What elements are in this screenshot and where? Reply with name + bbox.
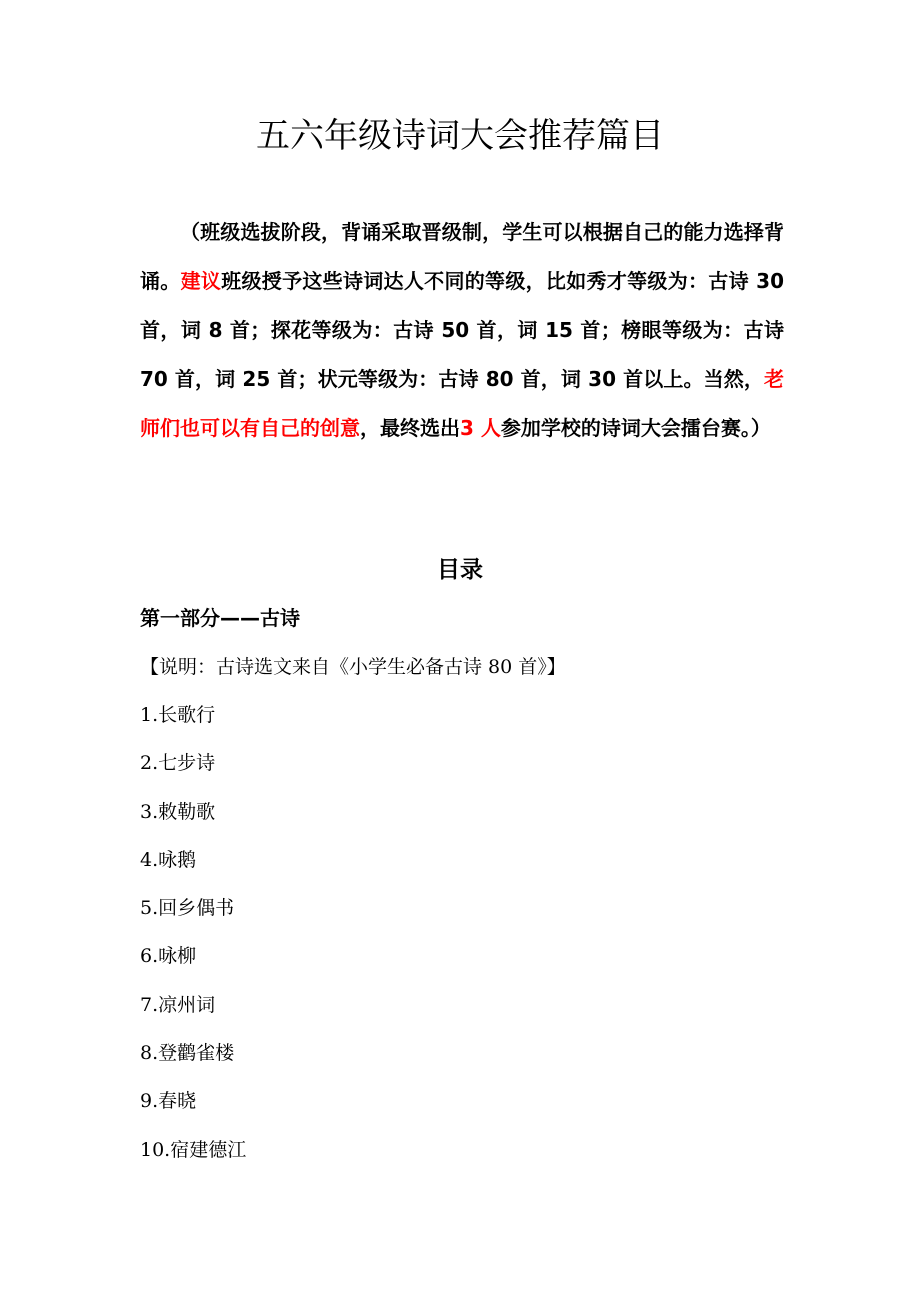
intro-text-2: 班级授予这些诗词达人不同的等级，比如秀才等级为：古诗 30 首，词 8 首；探花等级为：古诗 50 首，词 15 首；榜眼等级为：古诗 70 首，词 25 首；状元等级为：古诗 80 首，词 30 首以上。当然， xyxy=(140,269,784,391)
list-item: 1.长歌行 xyxy=(140,704,216,726)
intro-text-3: ，最终选出 xyxy=(360,416,460,440)
list-item: 5.回乡偶书 xyxy=(140,897,235,920)
intro-highlight-creativity: 老师们也可以有自己的创意 xyxy=(140,367,784,440)
list-item: 3.敕勒歌 xyxy=(140,800,216,823)
intro-text-4: 参加学校的诗词大会擂台赛。） xyxy=(500,416,771,440)
part-heading: 第一部分——古诗 xyxy=(140,606,300,630)
intro-paragraph xyxy=(140,208,784,453)
list-item: 4.咏鹅 xyxy=(140,848,197,871)
intro-text-1: （班级选拔阶段，背诵采取晋级制，学生可以根据自己的能力选择背诵。 xyxy=(140,220,784,293)
list-item: 7.凉州词 xyxy=(140,993,216,1016)
list-item: 2.七步诗 xyxy=(140,752,216,775)
document-title: 五六年级诗词大会推荐篇目 xyxy=(256,116,664,156)
source-note: 【说明：古诗选文来自《小学生必备古诗 80 首》】 xyxy=(140,656,566,678)
list-item: 10.宿建德江 xyxy=(140,1138,247,1161)
intro-highlight-count: 3 人 xyxy=(460,416,501,440)
toc-heading: 目录 xyxy=(437,557,483,583)
list-item: 6.咏柳 xyxy=(140,945,197,968)
intro-highlight-suggestion: 建议 xyxy=(180,269,222,293)
list-item: 9.春晓 xyxy=(140,1090,197,1113)
list-item: 8.登鹳雀楼 xyxy=(140,1042,235,1065)
poem-list xyxy=(140,698,246,1181)
